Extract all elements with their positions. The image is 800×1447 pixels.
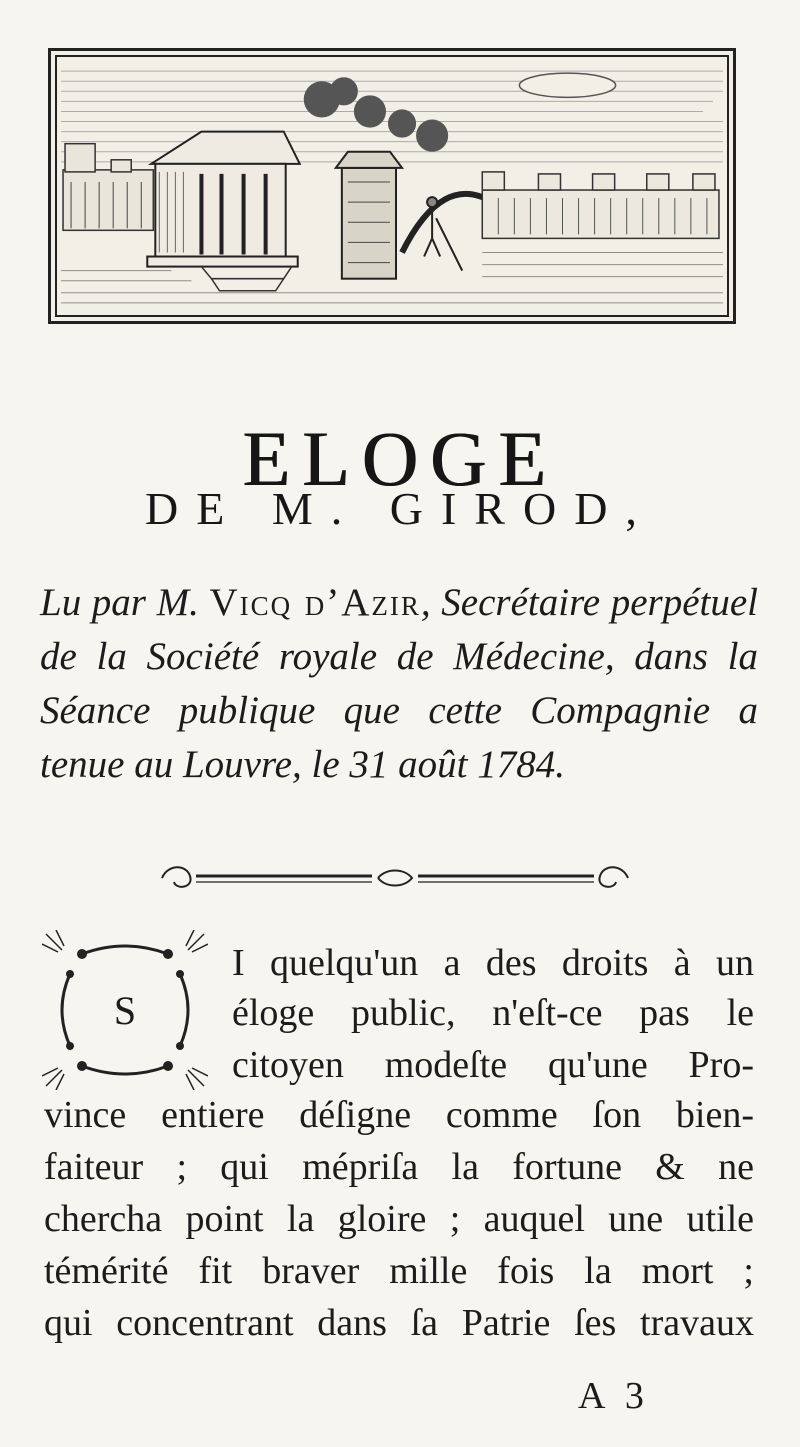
body-line-1: I quelqu'un a des droits à un xyxy=(232,942,754,984)
body-line-5: faiteur ; qui mépriſa la fortune & ne xyxy=(44,1146,754,1188)
attribution-author: Vicq d’Azir xyxy=(209,581,421,624)
body-line-2: éloge public, n'eſt-ce pas le xyxy=(232,992,754,1034)
attribution-rest: , Secrétaire perpétuel de la Société royale de Médecine, dans la Séance publique que cette Compagnie a tenue au Louvre, le 31 août 1784. xyxy=(40,581,759,786)
drop-cap-ornament xyxy=(42,930,208,1090)
drop-cap-letter: S xyxy=(113,987,137,1033)
header-engraving xyxy=(48,48,736,324)
body-line-8: qui concentrant dans ſa Patrie ſes travaux xyxy=(44,1302,754,1344)
attribution-paragraph xyxy=(40,576,758,792)
page-title: ELOGE xyxy=(242,415,558,503)
engraving-illustration xyxy=(51,51,733,321)
page-subtitle: DE M. GIROD, xyxy=(145,483,655,534)
body-line-7: témérité fit braver mille fois la mort ; xyxy=(44,1250,754,1292)
signature-mark: A 3 xyxy=(578,1375,650,1417)
drop-cap-frame xyxy=(42,930,208,1090)
body-line-3: citoyen modeſte qu'une Pro- xyxy=(232,1044,754,1086)
body-line-6: chercha point la gloire ; auquel une utile xyxy=(44,1198,754,1240)
body-line-4: vince entiere déſigne comme ſon bien- xyxy=(44,1094,754,1136)
ornament-divider xyxy=(156,858,634,898)
attribution-prefix: Lu par M. xyxy=(40,581,199,624)
